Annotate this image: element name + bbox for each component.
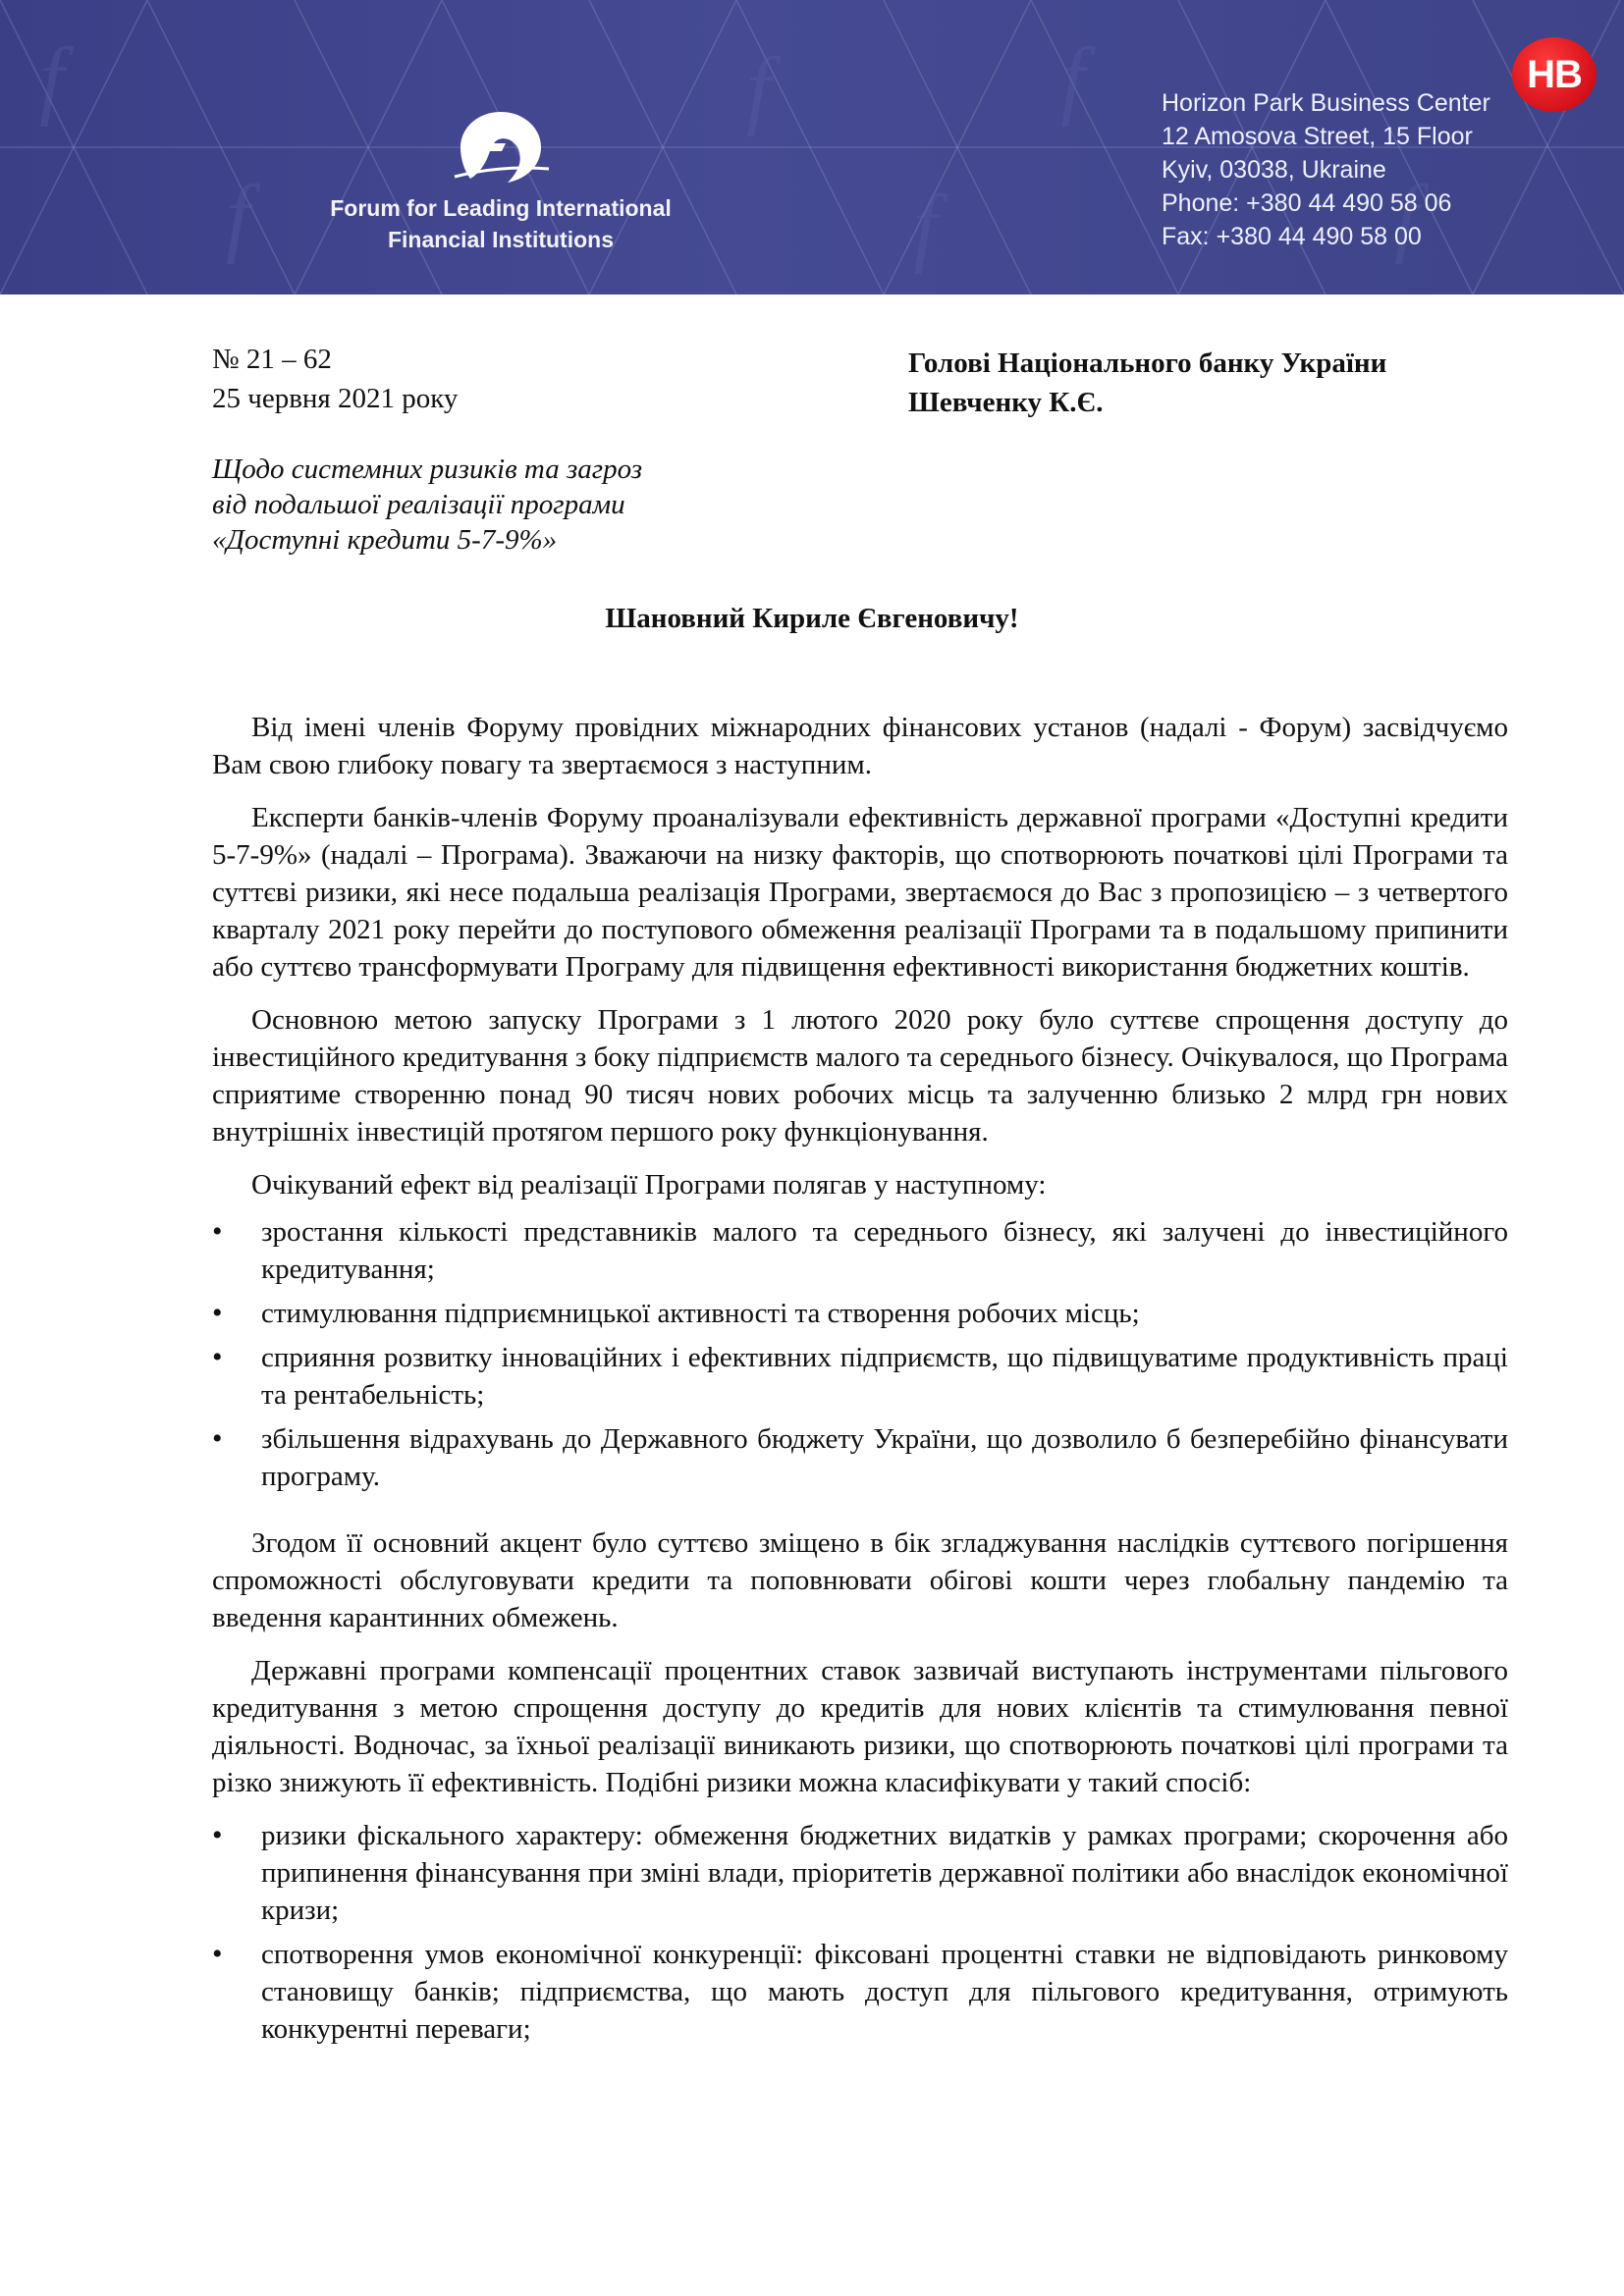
subject-line: від подальшої реалізації програми bbox=[212, 489, 625, 520]
contact-address-line: Horizon Park Business Center bbox=[1162, 89, 1490, 117]
letter-subject bbox=[212, 452, 642, 558]
body-paragraph: Державні програми компенсації процентних ставок зазвичай виступають інструментами пільгового кредитування з метою спрощення доступу до кредитів для нових клієнтів та стимулювання певної діяльності. Водночас, за їхньої реалізації виникають ризики, що спотворюють початкові цілі програми та різко знижують її ефективність. Подібні ризики можна класифікувати у такий спосіб: bbox=[212, 1655, 1508, 1798]
addressee-name: Шевченку К.Є. bbox=[908, 387, 1104, 418]
letter-reference bbox=[212, 340, 458, 418]
contact-fax: Fax: +380 44 490 58 00 bbox=[1162, 223, 1422, 250]
letter-date: 25 червня 2021 року bbox=[212, 383, 459, 414]
letter-number: № 21 – 62 bbox=[212, 344, 332, 375]
nv-logo-badge: НВ bbox=[1512, 37, 1597, 112]
contact-address-line: 12 Amosova Street, 15 Floor bbox=[1162, 123, 1473, 150]
svg-text:f: f bbox=[746, 40, 772, 137]
body-paragraph: Основною метою запуску Програми з 1 лютого 2020 року було суттєве спрощення доступу до інвестиційного кредитування з боку підприємств малого та середнього бізнесу. Очікувалося, що Програма сприятиме створенню понад 90 тисяч нових робочих місць та залученню близько 2 млрд грн нових внутрішніх інвестицій протягом першого року функціонування. bbox=[212, 1004, 1508, 1148]
salutation: Шановний Кириле Євгеновичу! bbox=[605, 603, 1019, 634]
list-item: • спотворення умов економічної конкуренції: фіксовані процентні ставки не відповідають ринковому становищу банків; підприємства, що мають доступ для пільгового кредитування, отримують конкурентні переваги; bbox=[212, 1936, 1508, 2048]
letterhead-banner bbox=[0, 0, 1624, 294]
body-paragraph: Від імені членів Форуму провідних міжнародних фінансових установ (надалі - Форум) засвідчуємо Вам свою глибоку повагу та звертаємося з наступним. bbox=[212, 712, 1508, 780]
list-item: • ризики фіскального характеру: обмеження бюджетних видатків у рамках програми; скорочення або припинення фінансування при зміні влади, пріоритетів державної політики або внаслідок економічної кризи; bbox=[212, 1817, 1508, 1929]
svg-text:f: f bbox=[226, 168, 251, 265]
risk-list bbox=[212, 1817, 1508, 2048]
body-paragraph: Згодом її основний акцент було суттєво зміщено в бік згладжування наслідків суттєвого погіршення спроможності обслуговувати кредити та поповнювати обігові кошти через глобальну пандемію та введення карантинних обмежень. bbox=[212, 1527, 1508, 1633]
svg-text:f: f bbox=[913, 178, 939, 275]
addressee-block bbox=[908, 344, 1386, 422]
list-item: • стимулювання підприємницької активності та створення робочих місць; bbox=[212, 1295, 1508, 1332]
expected-effects-list bbox=[212, 1213, 1508, 1495]
subject-line: «Доступні кредити 5-7-9%» bbox=[212, 524, 558, 556]
svg-text:f: f bbox=[39, 30, 65, 128]
letter-body bbox=[212, 709, 1508, 2077]
contact-address-line: Kyiv, 03038, Ukraine bbox=[1162, 156, 1386, 184]
svg-text:f: f bbox=[1060, 30, 1086, 128]
org-name-line1: Forum for Leading International bbox=[330, 195, 672, 221]
body-paragraph: Очікуваний ефект від реалізації Програми полягав у наступному: bbox=[251, 1169, 1047, 1201]
contact-block bbox=[1162, 86, 1490, 253]
list-item: • збільшення відрахувань до Державного бюджету України, що дозволило б безперебійно фінансувати програму. bbox=[212, 1420, 1508, 1495]
list-item: • зростання кількості представників малого та середнього бізнесу, які залучені до інвестиційного кредитування; bbox=[212, 1213, 1508, 1288]
contact-phone: Phone: +380 44 490 58 06 bbox=[1162, 189, 1452, 217]
body-paragraph: Експерти банків-членів Форуму проаналізували ефективність державної програми «Доступні кредити 5-7-9%» (надалі – Програма). Зважаючи на низку факторів, що спотворюють початкові цілі Програми та суттєві ризики, які несе подальша реалізація Програми, звертаємося до Вас з пропозицією – з четвертого кварталу 2021 року перейти до поступового обмеження реалізації Програми та в подальшому припинити або суттєво трансформувати Програму для підвищення ефективності використання бюджетних коштів. bbox=[212, 802, 1508, 983]
subject-line: Щодо системних ризиків та загроз bbox=[212, 454, 643, 485]
addressee-title: Голові Національного банку України bbox=[908, 347, 1387, 379]
svg-text:f: f bbox=[1394, 168, 1420, 265]
flifi-logo-icon bbox=[447, 108, 555, 187]
org-name-line2: Financial Institutions bbox=[387, 227, 614, 252]
list-item: • сприяння розвитку інноваційних і ефективних підприємств, що підвищуватиме продуктивність праці та рентабельність; bbox=[212, 1339, 1508, 1414]
organization-logo bbox=[314, 108, 687, 255]
